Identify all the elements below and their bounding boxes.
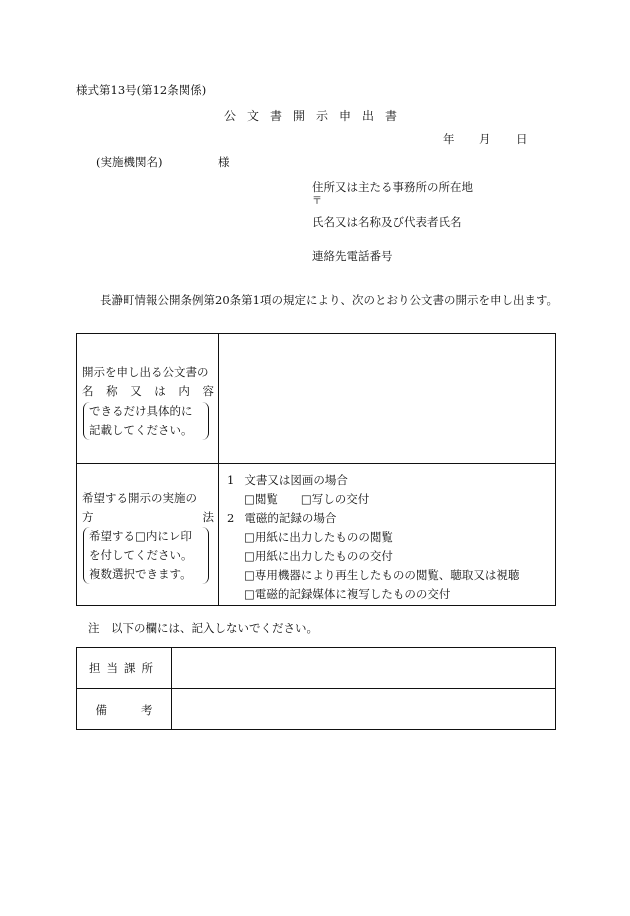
- request-statement: 長瀞町情報公開条例第20条第1項の規定により、次のとおり公文書の開示を申し出ます。: [100, 293, 559, 307]
- document-name-field[interactable]: [219, 334, 555, 463]
- option-paper-choices[interactable]: □閲覧 □写しの交付: [244, 492, 370, 506]
- table-divider: [77, 688, 555, 689]
- office-use-note: 注 以下の欄には、記入しないでください。: [88, 621, 318, 635]
- form-title: 公文書開示申出書: [224, 109, 409, 123]
- table-divider: [77, 463, 555, 464]
- option-electronic-heading: [227, 509, 519, 528]
- applicant-address-label: 住所又は主たる事務所の所在地: [312, 180, 473, 194]
- option-title: 文書又は図画の場合: [244, 473, 348, 487]
- recipient-honorific: 様: [218, 155, 230, 169]
- option-electronic-print-copy[interactable]: □用紙に出力したものの交付: [244, 549, 393, 563]
- postal-mark-icon: 〒: [312, 196, 322, 207]
- recipient-agency-label: (実施機関名): [96, 155, 163, 169]
- applicant-name-label: 氏名又は名称及び代表者氏名: [312, 215, 462, 229]
- document-name-label-line2: 名 称 又 は 内 容: [82, 384, 214, 398]
- option-paper-heading: [227, 471, 519, 490]
- option-electronic-print-view[interactable]: □用紙に出力したものの閲覧: [244, 530, 393, 544]
- disclosure-method-label: 希望する開示の実施の 方 法: [82, 489, 214, 527]
- request-table: [76, 333, 556, 606]
- disclosure-method-label-line2: 方 法: [82, 510, 214, 524]
- disclosure-method-note: 希望する□内にレ印 を付してください。 複数選択できます。: [89, 529, 193, 581]
- date-year-label: 年: [443, 132, 455, 146]
- option-electronic-device-view[interactable]: □専用機器により再生したものの閲覧、聴取又は視聴: [244, 568, 520, 582]
- remarks-label: 備考: [95, 703, 153, 717]
- option-title: 電磁的記録の場合: [244, 511, 337, 525]
- office-use-table: [76, 647, 556, 730]
- form-number: 様式第13号(第12条関係): [76, 83, 207, 97]
- date-month-label: 月: [479, 132, 491, 146]
- date-day-label: 日: [516, 132, 528, 146]
- document-name-note: できるだけ具体的に 記載してください。: [89, 404, 193, 437]
- option-number: 1: [227, 473, 235, 487]
- applicant-phone-label: 連絡先電話番号: [312, 249, 393, 263]
- option-electronic-media-copy[interactable]: □電磁的記録媒体に複写したものの交付: [244, 587, 451, 601]
- department-label: 担当課所: [89, 661, 159, 675]
- disclosure-options: [227, 471, 519, 604]
- document-name-label: 開示を申し出る公文書の 名 称 又 は 内 容: [82, 363, 214, 401]
- option-number: 2: [227, 511, 235, 525]
